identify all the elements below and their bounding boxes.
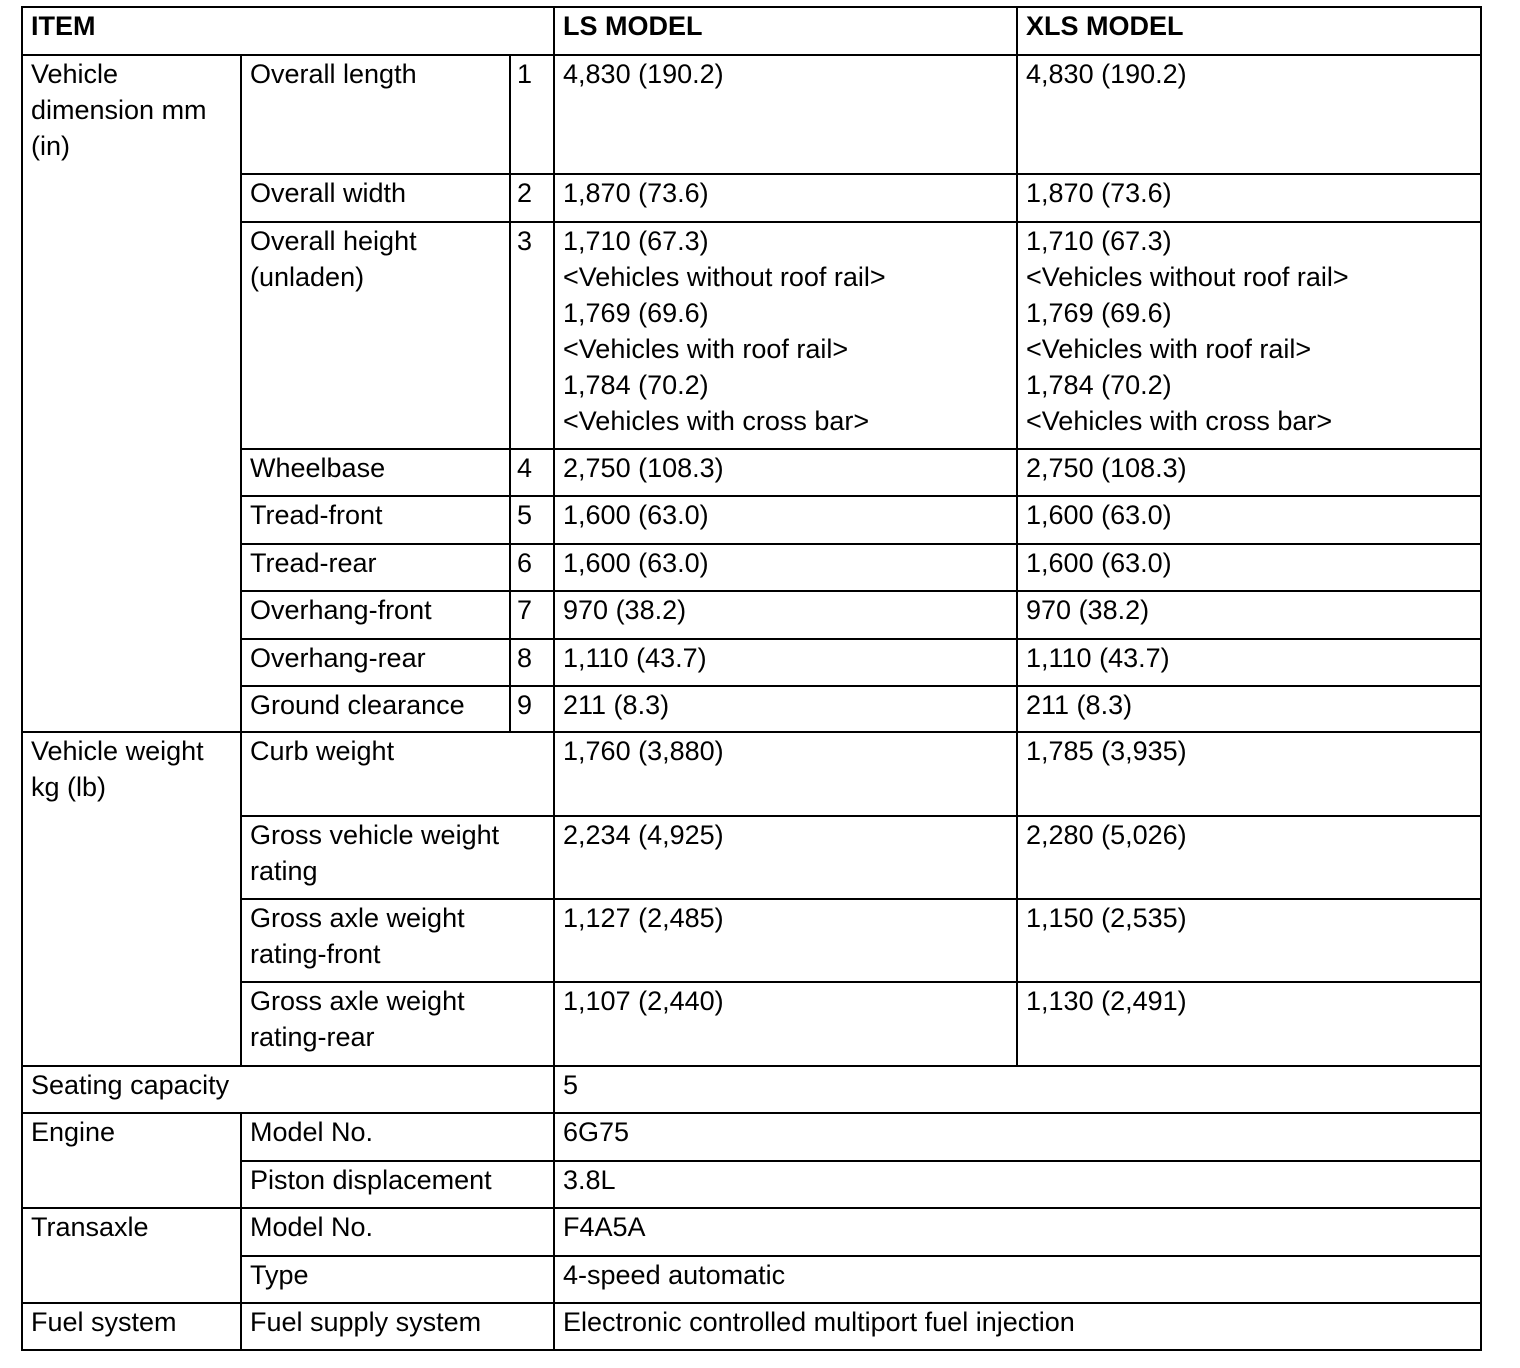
ls-model-value xyxy=(554,732,1017,816)
dimension-number: 8 xyxy=(510,639,554,686)
ls-model-value xyxy=(554,686,1017,732)
ls-model-value-line: 1,107 (2,440) xyxy=(563,986,724,1016)
xls-model-value-line: 1,130 (2,491) xyxy=(1026,986,1187,1016)
fuel-system-value: Electronic controlled multiport fuel injection xyxy=(554,1303,1481,1350)
dimension-item-line: Wheelbase xyxy=(250,453,386,483)
weight-row xyxy=(22,816,1481,899)
transaxle-value: F4A5A xyxy=(554,1208,1481,1256)
weight-item-line: Gross axle weight xyxy=(250,903,465,933)
dimension-row xyxy=(22,686,1481,732)
dimension-number: 5 xyxy=(510,496,554,544)
dimension-number: 3 xyxy=(510,222,554,449)
xls-model-value xyxy=(1017,496,1481,544)
xls-model-value-line: 1,870 (73.6) xyxy=(1026,178,1172,208)
xls-model-value xyxy=(1017,816,1481,899)
xls-model-value xyxy=(1017,55,1481,174)
xls-model-value xyxy=(1017,639,1481,686)
dimension-row xyxy=(22,222,1481,449)
xls-model-value xyxy=(1017,544,1481,591)
ls-model-value xyxy=(554,591,1017,639)
dimension-item-line: Overhang-rear xyxy=(250,643,426,673)
dimension-item-line: Tread-rear xyxy=(250,548,377,578)
dimension-item xyxy=(241,544,510,591)
dimension-row xyxy=(22,591,1481,639)
dimension-row xyxy=(22,544,1481,591)
ls-model-value-line: 1,870 (73.6) xyxy=(563,178,709,208)
vehicle-weight-label xyxy=(22,732,241,1066)
header-item: ITEM xyxy=(22,7,554,55)
weight-item-line: rating-rear xyxy=(250,1022,375,1052)
weight-item-line: Curb weight xyxy=(250,736,395,766)
ls-model-value-line: 1,127 (2,485) xyxy=(563,903,724,933)
transaxle-value: 4-speed automatic xyxy=(554,1256,1481,1303)
ls-model-value-line: 1,600 (63.0) xyxy=(563,500,709,530)
dimension-item-line: Overhang-front xyxy=(250,595,432,625)
weight-item xyxy=(241,732,554,816)
dimension-item xyxy=(241,449,510,496)
weight-item xyxy=(241,816,554,899)
xls-model-value xyxy=(1017,899,1481,982)
dimension-item-line: Overall width xyxy=(250,178,407,208)
ls-model-value xyxy=(554,982,1017,1066)
seating-capacity-value: 5 xyxy=(554,1066,1481,1113)
weight-item-line: Gross axle weight xyxy=(250,986,465,1016)
weight-item-line: rating-front xyxy=(250,939,381,969)
header-ls-model: LS MODEL xyxy=(554,7,1017,55)
dimension-item-line: Ground clearance xyxy=(250,690,465,720)
xls-model-value-line: 1,710 (67.3) xyxy=(1026,226,1172,256)
seating-row xyxy=(22,1066,1481,1113)
vehicle-dimension-label-line: (in) xyxy=(31,131,70,161)
dimension-item xyxy=(241,591,510,639)
fuel-system-label: Fuel system xyxy=(22,1303,241,1350)
dimension-item xyxy=(241,174,510,222)
xls-model-value-line: 2,280 (5,026) xyxy=(1026,820,1187,850)
engine-row xyxy=(22,1113,1481,1161)
transaxle-item: Type xyxy=(241,1256,554,1303)
ls-model-value-line: <Vehicles with cross bar> xyxy=(563,406,870,436)
fuel-system-item: Fuel supply system xyxy=(241,1303,554,1350)
ls-model-value-line: 1,710 (67.3) xyxy=(563,226,709,256)
ls-model-value-line: 2,234 (4,925) xyxy=(563,820,724,850)
xls-model-value-line: 1,600 (63.0) xyxy=(1026,548,1172,578)
ls-model-value xyxy=(554,174,1017,222)
ls-model-value-line: 1,760 (3,880) xyxy=(563,736,724,766)
xls-model-value xyxy=(1017,591,1481,639)
ls-model-value xyxy=(554,544,1017,591)
dimension-item xyxy=(241,55,510,174)
engine-item: Piston displacement xyxy=(241,1161,554,1208)
transaxle-item: Model No. xyxy=(241,1208,554,1256)
ls-model-value xyxy=(554,639,1017,686)
header-xls-model: XLS MODEL xyxy=(1017,7,1481,55)
dimension-row xyxy=(22,496,1481,544)
ls-model-value xyxy=(554,55,1017,174)
dimension-row xyxy=(22,639,1481,686)
dimension-item xyxy=(241,686,510,732)
seating-capacity-label: Seating capacity xyxy=(22,1066,554,1113)
vehicle-weight-label-line: kg (lb) xyxy=(31,772,107,802)
weight-row xyxy=(22,732,1481,816)
xls-model-value xyxy=(1017,222,1481,449)
ls-model-value-line: 2,750 (108.3) xyxy=(563,453,724,483)
ls-model-value xyxy=(554,222,1017,449)
engine-value: 3.8L xyxy=(554,1161,1481,1208)
xls-model-value-line: 1,600 (63.0) xyxy=(1026,500,1172,530)
dimension-number: 7 xyxy=(510,591,554,639)
ls-model-value xyxy=(554,899,1017,982)
xls-model-value-line: <Vehicles with roof rail> xyxy=(1026,334,1312,364)
weight-row xyxy=(22,899,1481,982)
engine-row xyxy=(22,1161,1481,1208)
xls-model-value-line: 4,830 (190.2) xyxy=(1026,59,1187,89)
xls-model-value xyxy=(1017,686,1481,732)
ls-model-value xyxy=(554,449,1017,496)
weight-item xyxy=(241,982,554,1066)
xls-model-value xyxy=(1017,449,1481,496)
transaxle-row xyxy=(22,1208,1481,1256)
xls-model-value-line: 1,150 (2,535) xyxy=(1026,903,1187,933)
xls-model-value-line: 1,769 (69.6) xyxy=(1026,298,1172,328)
weight-item-line: rating xyxy=(250,856,318,886)
dimension-number: 9 xyxy=(510,686,554,732)
xls-model-value-line: <Vehicles without roof rail> xyxy=(1026,262,1349,292)
dimension-item xyxy=(241,639,510,686)
vehicle-dimension-label xyxy=(22,55,241,732)
dimension-item-line: Overall length xyxy=(250,59,417,89)
transaxle-label: Transaxle xyxy=(22,1208,241,1303)
engine-value: 6G75 xyxy=(554,1113,1481,1161)
engine-label: Engine xyxy=(22,1113,241,1208)
ls-model-value-line: 1,600 (63.0) xyxy=(563,548,709,578)
engine-item: Model No. xyxy=(241,1113,554,1161)
vehicle-weight-label-line: Vehicle weight xyxy=(31,736,204,766)
specifications-table-body xyxy=(22,7,1481,1350)
ls-model-value-line: 1,784 (70.2) xyxy=(563,370,709,400)
dimension-item xyxy=(241,222,510,449)
xls-model-value xyxy=(1017,732,1481,816)
transaxle-row xyxy=(22,1256,1481,1303)
ls-model-value-line: 970 (38.2) xyxy=(563,595,687,625)
ls-model-value-line: <Vehicles with roof rail> xyxy=(563,334,849,364)
dimension-row xyxy=(22,449,1481,496)
fuel-system-row xyxy=(22,1303,1481,1350)
ls-model-value-line: <Vehicles without roof rail> xyxy=(563,262,886,292)
ls-model-value xyxy=(554,816,1017,899)
xls-model-value-line: 211 (8.3) xyxy=(1026,690,1133,720)
dimension-row xyxy=(22,55,1481,174)
vehicle-dimension-label-line: dimension mm xyxy=(31,95,207,125)
xls-model-value-line: <Vehicles with cross bar> xyxy=(1026,406,1333,436)
dimension-number: 4 xyxy=(510,449,554,496)
ls-model-value-line: 1,769 (69.6) xyxy=(563,298,709,328)
xls-model-value xyxy=(1017,174,1481,222)
weight-row xyxy=(22,982,1481,1066)
xls-model-value-line: 2,750 (108.3) xyxy=(1026,453,1187,483)
xls-model-value-line: 1,784 (70.2) xyxy=(1026,370,1172,400)
dimension-item-line: (unladen) xyxy=(250,262,365,292)
xls-model-value-line: 1,785 (3,935) xyxy=(1026,736,1187,766)
dimension-item-line: Tread-front xyxy=(250,500,383,530)
header-row xyxy=(22,7,1481,55)
dimension-number: 6 xyxy=(510,544,554,591)
vehicle-dimension-label-line: Vehicle xyxy=(31,59,119,89)
ls-model-value-line: 1,110 (43.7) xyxy=(563,643,707,673)
dimension-row xyxy=(22,174,1481,222)
specifications-table xyxy=(21,6,1482,1351)
ls-model-value xyxy=(554,496,1017,544)
xls-model-value-line: 1,110 (43.7) xyxy=(1026,643,1170,673)
dimension-number: 2 xyxy=(510,174,554,222)
xls-model-value xyxy=(1017,982,1481,1066)
weight-item xyxy=(241,899,554,982)
dimension-number: 1 xyxy=(510,55,554,174)
dimension-item xyxy=(241,496,510,544)
weight-item-line: Gross vehicle weight xyxy=(250,820,500,850)
ls-model-value-line: 211 (8.3) xyxy=(563,690,670,720)
xls-model-value-line: 970 (38.2) xyxy=(1026,595,1150,625)
dimension-item-line: Overall height xyxy=(250,226,417,256)
ls-model-value-line: 4,830 (190.2) xyxy=(563,59,724,89)
